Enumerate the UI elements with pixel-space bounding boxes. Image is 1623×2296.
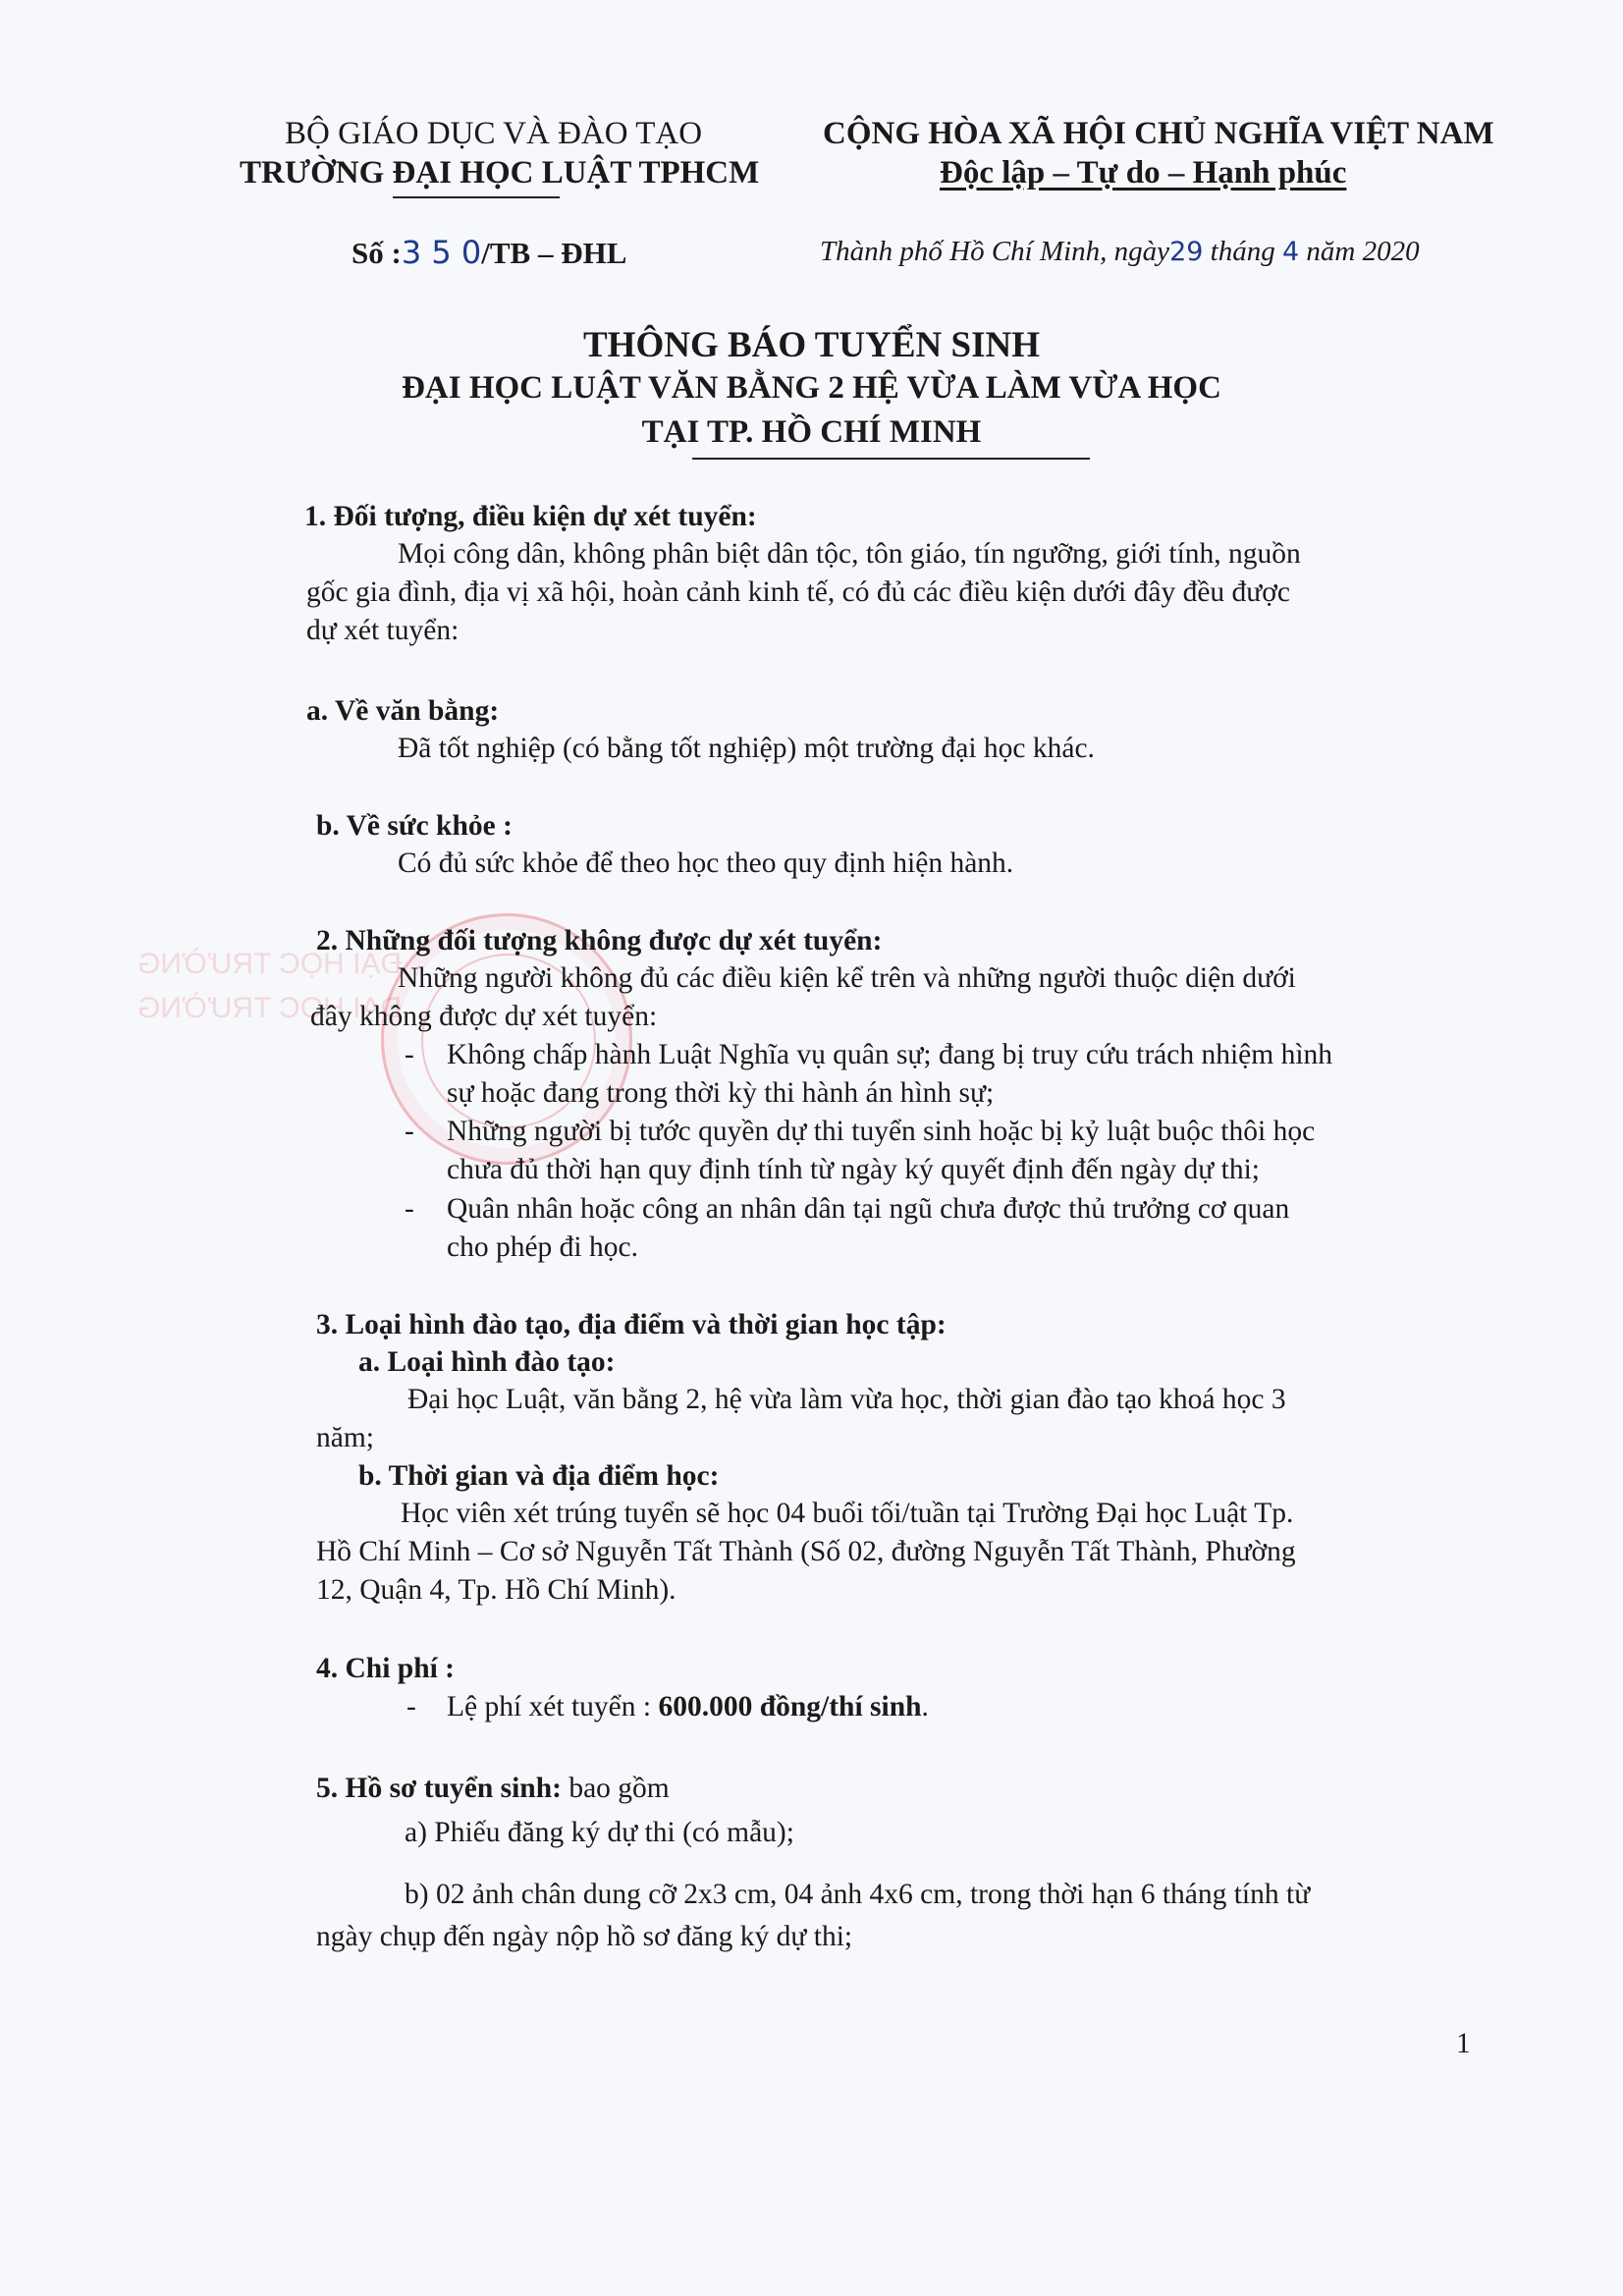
fee-line: Lệ phí xét tuyển : 600.000 đồng/thí sinh. bbox=[447, 1691, 929, 1722]
issue-date: Thành phố Hồ Chí Minh, ngày29 tháng 4 năm 2020 bbox=[820, 236, 1420, 267]
subsection-3a-heading: a. Loại hình đào tạo: bbox=[358, 1346, 616, 1378]
list-item: Những người bị tước quyền dự thi tuyển sinh hoặc bị kỷ luật buộc thôi học bbox=[447, 1116, 1316, 1147]
list-bullet: - bbox=[405, 1039, 414, 1070]
title-underline bbox=[692, 458, 1090, 460]
paragraph-line: a) Phiếu đăng ký dự thi (có mẫu); bbox=[405, 1817, 794, 1848]
school-name: TRƯỜNG ĐẠI HỌC LUẬT TPHCM bbox=[240, 155, 760, 191]
handwritten-ref-number: 3 5 0 bbox=[401, 234, 482, 271]
list-item: Quân nhân hoặc công an nhân dân tại ngũ chưa được thủ trưởng cơ quan bbox=[447, 1193, 1290, 1225]
reference-number bbox=[352, 234, 626, 271]
paragraph-line: b) 02 ảnh chân dung cỡ 2x3 cm, 04 ảnh 4x6 cm, trong thời hạn 6 tháng tính từ bbox=[405, 1879, 1311, 1910]
list-item: cho phép đi học. bbox=[447, 1231, 638, 1263]
notice-subtitle: ĐẠI HỌC LUẬT VĂN BẰNG 2 HỆ VỪA LÀM VỪA HỌC bbox=[402, 370, 1221, 406]
paragraph-line: Những người không đủ các điều kiện kể trên và những người thuộc diện dưới bbox=[398, 962, 1296, 994]
school-underline bbox=[393, 196, 560, 198]
ministry-name: BỘ GIÁO DỤC VÀ ĐÀO TẠO bbox=[285, 116, 703, 151]
list-item: chưa đủ thời hạn quy định tính từ ngày ký quyết định đến ngày dự thi; bbox=[447, 1154, 1261, 1185]
ref-suffix: /TB – ĐHL bbox=[481, 236, 627, 270]
subsection-1a-heading: a. Về văn bằng: bbox=[306, 695, 500, 727]
list-item: Không chấp hành Luật Nghĩa vụ quân sự; đang bị truy cứu trách nhiệm hình bbox=[447, 1039, 1333, 1070]
paragraph-line: Mọi công dân, không phân biệt dân tộc, tôn giáo, tín ngưỡng, giới tính, nguồn bbox=[398, 538, 1301, 570]
show-through-text: ĐẠI HỌC TRƯỜNG bbox=[137, 992, 403, 1024]
country-name: CỘNG HÒA XÃ HỘI CHỦ NGHĨA VIỆT NAM bbox=[823, 116, 1494, 151]
section-2-heading: 2. Những đối tượng không được dự xét tuyển: bbox=[316, 925, 883, 957]
paragraph-line: 12, Quận 4, Tp. Hồ Chí Minh). bbox=[316, 1574, 676, 1606]
paragraph-line: Hồ Chí Minh – Cơ sở Nguyễn Tất Thành (Số 02, đường Nguyễn Tất Thành, Phường bbox=[316, 1536, 1296, 1567]
subsection-1b-heading: b. Về sức khỏe : bbox=[316, 810, 513, 842]
section-1-heading: 1. Đối tượng, điều kiện dự xét tuyển: bbox=[304, 501, 757, 532]
paragraph-line: Có đủ sức khỏe để theo học theo quy định hiện hành. bbox=[398, 847, 1014, 879]
handwritten-month: 4 bbox=[1281, 237, 1300, 267]
page-number: 1 bbox=[1456, 2028, 1471, 2059]
show-through-text: ĐẠI HỌC TRƯỜNG bbox=[137, 948, 403, 980]
paragraph-line: ngày chụp đến ngày nộp hồ sơ đăng ký dự thi; bbox=[316, 1921, 853, 1952]
paragraph-line: năm; bbox=[316, 1422, 374, 1453]
list-bullet: - bbox=[405, 1193, 414, 1225]
paragraph-line: Đại học Luật, văn bằng 2, hệ vừa làm vừa học, thời gian đào tạo khoá học 3 bbox=[407, 1384, 1286, 1415]
paragraph-line: đây không được dự xét tuyển: bbox=[310, 1001, 658, 1032]
section-3-heading: 3. Loại hình đào tạo, địa điểm và thời gian học tập: bbox=[316, 1309, 947, 1340]
section-5-heading: 5. Hồ sơ tuyển sinh: bao gồm bbox=[316, 1773, 670, 1804]
subsection-3b-heading: b. Thời gian và địa điểm học: bbox=[358, 1460, 720, 1492]
paragraph-line: Đã tốt nghiệp (có bằng tốt nghiệp) một trường đại học khác. bbox=[398, 733, 1095, 764]
ref-prefix: Số : bbox=[352, 236, 402, 270]
list-bullet: - bbox=[405, 1116, 414, 1147]
paragraph-line: dự xét tuyển: bbox=[306, 615, 460, 646]
paragraph-line: gốc gia đình, địa vị xã hội, hoàn cảnh kinh tế, có đủ các điều kiện dưới đây đều được bbox=[306, 576, 1290, 608]
paragraph-line: Học viên xét trúng tuyển sẽ học 04 buổi tối/tuần tại Trường Đại học Luật Tp. bbox=[401, 1498, 1294, 1529]
notice-title: THÔNG BÁO TUYỂN SINH bbox=[583, 325, 1040, 365]
section-4-heading: 4. Chi phí : bbox=[316, 1653, 455, 1684]
fee-amount: 600.000 đồng/thí sinh bbox=[658, 1691, 922, 1722]
handwritten-day: 29 bbox=[1169, 237, 1204, 267]
list-item: sự hoặc đang trong thời kỳ thi hành án hình sự; bbox=[447, 1077, 995, 1109]
notice-location: TẠI TP. HỒ CHÍ MINH bbox=[641, 414, 982, 450]
list-bullet: - bbox=[406, 1691, 416, 1722]
motto: Độc lập – Tự do – Hạnh phúc bbox=[940, 155, 1347, 191]
